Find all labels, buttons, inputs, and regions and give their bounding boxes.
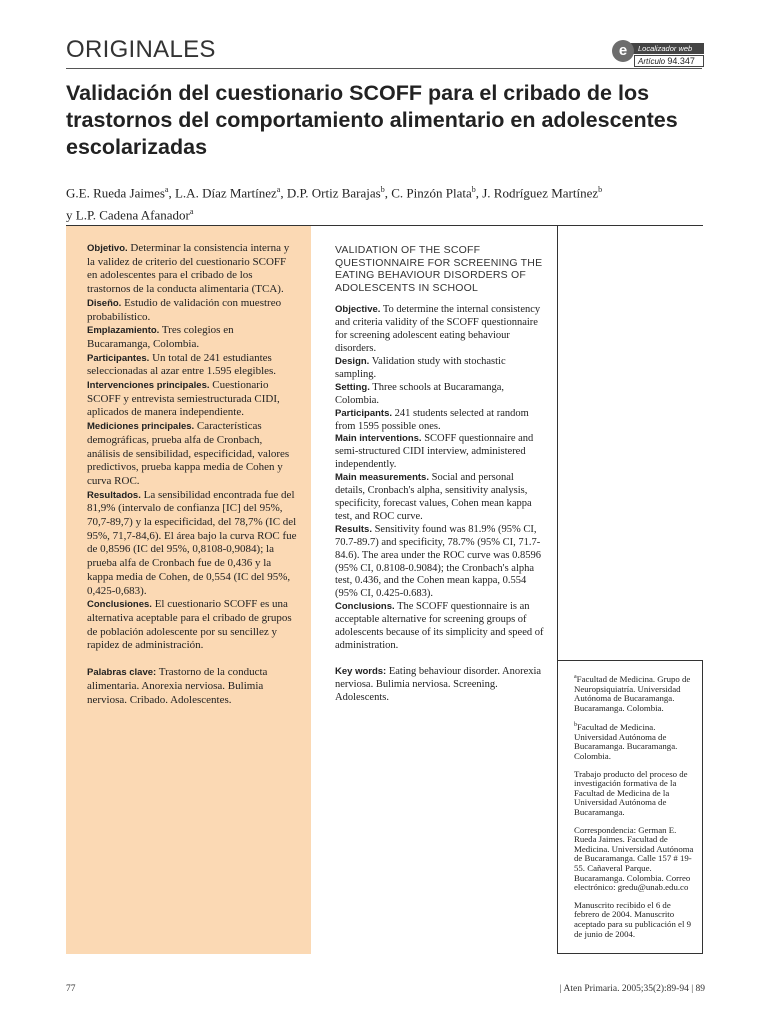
author-affiliation-mark: b [598,185,603,194]
section-heading: Setting. [335,381,370,393]
abstract-section [335,524,545,601]
author-separator: , [168,185,175,201]
affiliation-text: Facultad de Medicina. Universidad Autónoma de Bucaramanga. Bucaramanga. Colombia. [574,722,678,761]
section-heading: Emplazamiento. [87,325,160,337]
section-heading: Conclusiones. [87,599,152,611]
page-number: 77 [66,984,76,994]
abstract-section [335,382,545,408]
abstract-section [87,324,297,351]
section-text: El cuestionario SCOFF es una alternativa aceptable para el cribado de grupos de población adolescente por su sencillez y rapidez de administración. [87,598,292,652]
abstract-section [87,598,297,653]
abstract-section [335,472,545,524]
affiliations-box [557,660,703,954]
section-text: 241 students selected at random from 1595 possible ones. [335,407,529,432]
author-name: L.A. Díaz Martínez [174,185,277,201]
section-heading: Design. [335,356,370,367]
abstract-section [87,297,297,324]
note: Manuscrito recibido el 6 de febrero de 2004. Manuscrito aceptado para su publicación el 9 de junio de 2004. [574,899,691,939]
article-number [634,55,704,67]
note: Correspondencia: German E. Rueda Jaimes. Facultad de Medicina. Universidad Autónoma de Bucaramanga. Calle 157 # 19-55. Cañaveral Parque. Bucaramanga. Colombia. Correo electrónico: gredu@unab.edu.co [574,824,694,893]
author-separator: , [384,185,392,201]
journal-citation: | Aten Primaria. 2005;35(2):89-94 | 89 [559,984,705,994]
section-heading: Main interventions. [335,433,422,445]
section-text: Social and personal details, Cronbach's alpha, sensitivity analysis, specificity, forecast values, Cohen mean kappa test, and ROC curve. [335,472,532,522]
section-heading: Main measurements. [335,472,429,484]
section-text: Validation study with stochastic sampling. [335,356,506,380]
author-separator: , [475,185,483,201]
abstract-english [335,244,545,705]
section-heading: Participantes. [87,352,150,364]
abstract-section [87,379,297,420]
abstract-section [335,433,545,472]
section-heading: Participants. [335,407,393,419]
author-affiliation-mark: b [471,185,476,194]
author-name: y L.P. Cadena Afanador [66,207,190,223]
section-text: Determinar la consistencia interna y la validez de criterio del cuestionario SCOFF en adolescentes para el cribado de los trastornos de la conducta alimentaria (TCA). [87,242,290,296]
section-heading: Objective. [335,304,381,316]
e-logo-icon: e [612,40,634,62]
section-heading: Intervenciones principales. [87,380,210,392]
abstract-section [87,242,297,297]
abstract-section [335,356,545,382]
abstract-section [87,489,297,599]
section-label: ORIGINALES [66,36,216,63]
abstract-section [335,304,545,356]
abstract-section [335,601,545,653]
keywords-spanish [87,666,297,707]
section-text: Estudio de validación con muestreo probabilístico. [87,296,282,323]
keywords-english [335,666,545,705]
column-divider [557,226,558,660]
section-text: La sensibilidad encontrada fue del 81,9% (intervalo de confianza [IC] del 95%, 70,7-89,7) y la especificidad, del 78,7% (IC del 95%, 71,7-84,6). El área bajo la curva ROC fue de 0,8596 (IC del 95%, 0,8108-0,9084); la prueba alfa de Cronbach fue de 0,436 y la kappa media de Cohen, de 0,554 (IC del 95%, 0,425-0,683). [87,488,297,597]
section-heading: Objetivo. [87,243,128,254]
author-name: J. Rodríguez Martínez [482,185,599,201]
section-text: Cuestionario SCOFF y entrevista semiestructurada CIDI, aplicados de manera independiente. [87,379,280,419]
keywords-text: Trastorno de la conducta alimentaria. Anorexia nerviosa. Bulimia nerviosa. Cribado. Adolescentes. [87,666,268,706]
english-title: VALIDATION OF THE SCOFF QUESTIONNAIRE FOR SCREENING THE EATING BEHAVIOUR DISORDERS OF ADOLESCENTS IN SCHOOL [335,244,543,294]
author-name: D.P. Ortiz Barajas [286,185,381,201]
author-affiliation-mark: a [189,207,194,217]
affiliation-list [574,673,695,762]
abstract-section [87,420,297,489]
keywords-label: Key words: [335,665,387,677]
web-locator-badge[interactable] [612,40,704,70]
affiliation [574,721,695,761]
abstract-spanish [66,226,311,954]
section-heading: Diseño. [87,297,122,309]
section-text: SCOFF questionnaire and semi-structured CIDI interview, administered independently. [335,433,534,471]
section-heading: Results. [335,523,372,535]
article-title: Validación del cuestionario SCOFF para el cribado de los trastornos del comportamiento alimentario en adolescentes escolarizadas [66,81,678,159]
section-heading: Conclusions. [335,601,395,613]
section-text: Sensitivity found was 81.9% (95% CI, 70.7-89.7) and specificity, 78.7% (95% CI, 71.7-84.6). The area under the ROC curve was 0.8596 (95% CI, 0.8108-0.9084); the Cronbach's alpha test, 0.436, and the Cohen mean kappa, 0.554 (95% CI, 0.425-0.683). [335,523,541,600]
web-locator-label: Localizador web [630,43,704,54]
affiliation-mark: b [574,722,577,729]
affiliation [574,673,695,713]
abstract-english-sections [335,304,545,652]
author-name: C. Pinzón Plata [391,185,472,201]
section-divider [66,68,702,69]
note: Trabajo producto del proceso de investigación formativa de la Facultad de Medicina de la Universidad Autónoma de Bucaramanga. [574,768,688,817]
author-affiliation-mark: a [164,185,169,194]
abstract-section [87,352,297,379]
article-label: Artículo [638,57,666,66]
section-text: Tres colegios en Bucaramanga, Colombia. [87,324,234,350]
section-text: Un total de 241 estudiantes seleccionadas al azar entre 1.595 elegibles. [87,351,277,378]
section-text: Características demográficas, prueba alfa de Cronbach, análisis de sensibilidad, especificidad, valores predictivos, prueba kappa media de Cohen y curva ROC. [87,420,290,487]
author-affiliation-mark: b [380,185,385,194]
section-heading: Mediciones principales. [87,421,195,433]
abstract-section [335,408,545,434]
article-number-value: 94.347 [667,56,695,66]
section-text: The SCOFF questionnaire is an acceptable alternative for screening groups of adolescents because of its simplicity and speed of administration. [335,601,544,651]
author-affiliation-mark: a [276,185,281,194]
affiliation-mark: a [574,674,577,680]
keywords-label: Palabras clave: [87,667,157,679]
abstract-spanish-sections [87,242,297,653]
author-name: G.E. Rueda Jaimes [66,185,165,201]
section-text: Three schools at Bucaramanga, Colombia. [335,381,505,406]
section-heading: Resultados. [87,489,141,501]
author-separator: , [280,185,287,201]
keywords-text: Eating behaviour disorder. Anorexia nerviosa. Bulimia nerviosa. Screening. Adolescents. [335,665,542,703]
notes-list [574,770,695,940]
affiliation-text: Facultad de Medicina. Grupo de Neuropsiquiatría. Universidad Autónoma de Bucaramanga. Bucaramanga. Colombia. [574,673,691,713]
section-text: To determine the internal consistency and criteria validity of the SCOFF questionnaire for screening adolescent eating behaviour disorders. [335,304,541,355]
author-list [66,180,706,225]
